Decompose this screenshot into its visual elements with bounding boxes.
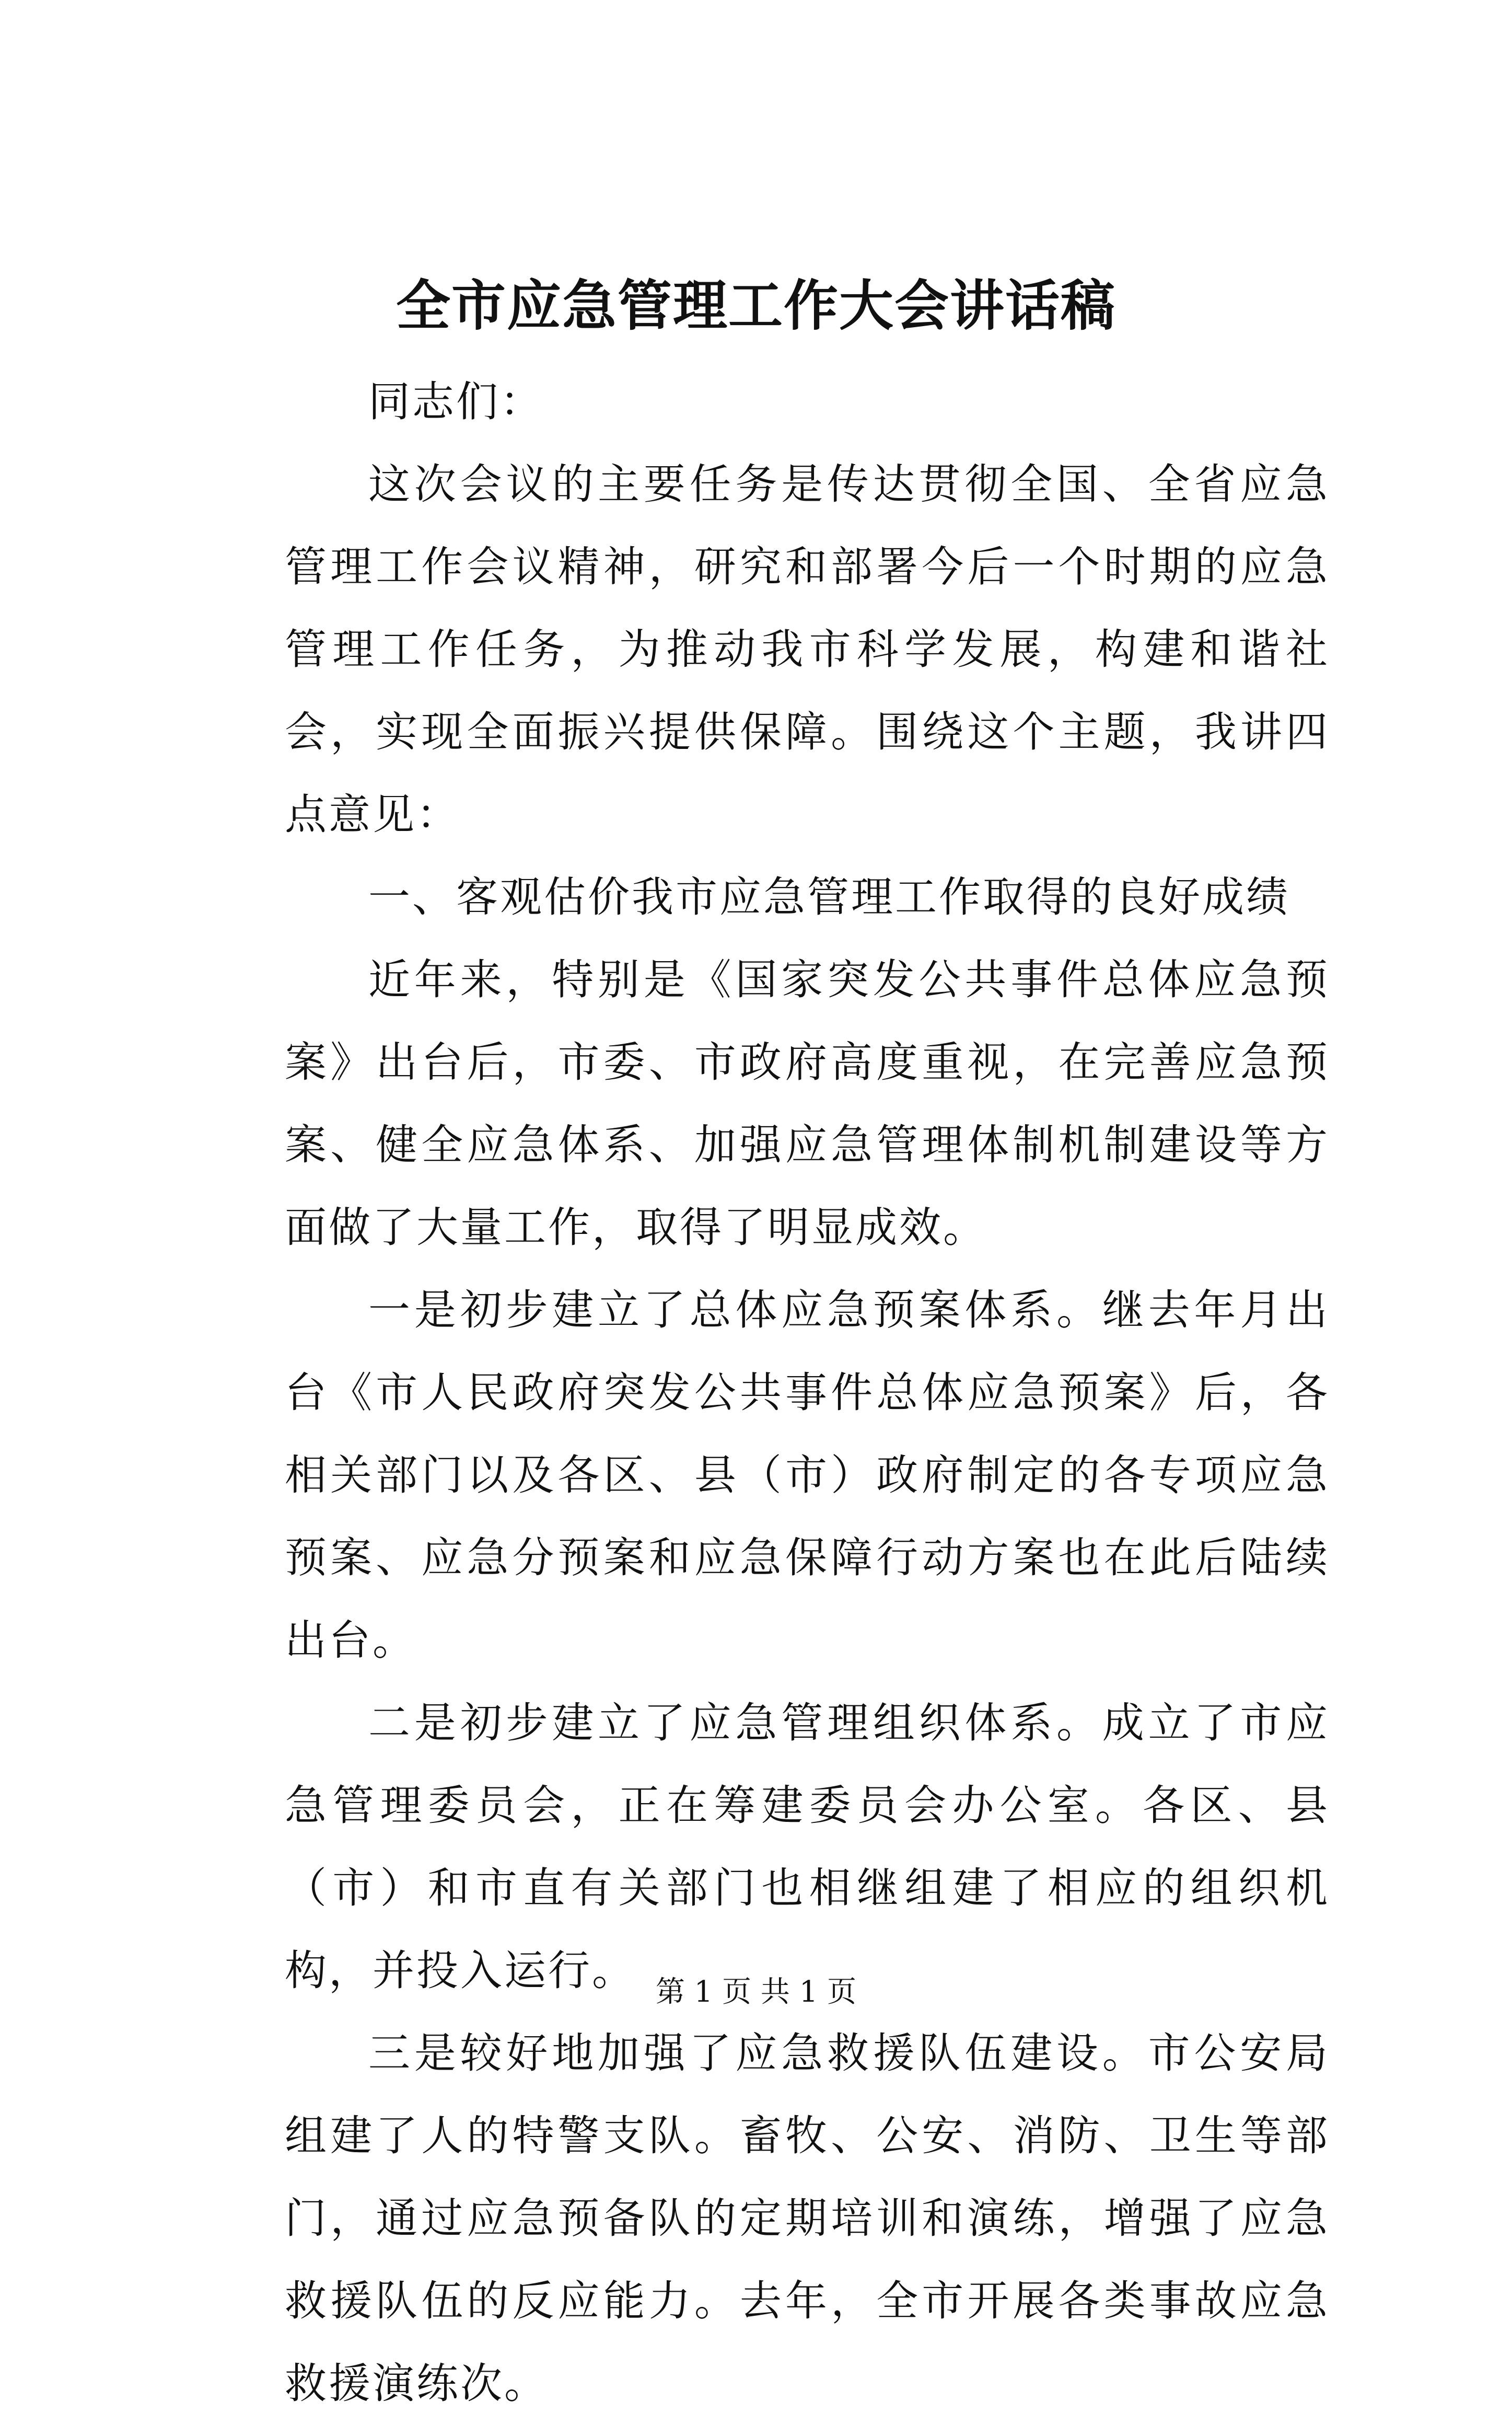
document-body xyxy=(285,361,1330,2425)
page-footer: 第 1 页 共 1 页 xyxy=(655,1975,857,2009)
document-title: 全市应急管理工作大会讲话稿 xyxy=(396,273,1116,338)
paragraph-point-2: 二是初步建立了应急管理组织体系。成立了市应急管理委员会，正在筹建委员会办公室。各区、县（市）和市直有关部门也相继组建了相应的组织机构，并投入运行。 xyxy=(285,1699,1330,1995)
paragraph-achievements: 近年来，特别是《国家突发公共事件总体应急预案》出台后，市委、市政府高度重视，在完善应急预案、健全应急体系、加强应急管理体制机制建设等方面做了大量工作，取得了明显成效。 xyxy=(285,955,1330,1252)
paragraph-intro: 这次会议的主要任务是传达贯彻全国、全省应急管理工作会议精神，研究和部署今后一个时期的应急管理工作任务，为推动我市科学发展，构建和谐社会，实现全面振兴提供保障。围绕这个主题，我讲四点意见： xyxy=(285,460,1330,839)
paragraph-point-1: 一是初步建立了总体应急预案体系。继去年月出台《市人民政府突发公共事件总体应急预案》后，各相关部门以及各区、县（市）政府制定的各专项应急预案、应急分预案和应急保障行动方案也在此后陆续出台。 xyxy=(285,1286,1330,1665)
paragraph-point-3: 三是较好地加强了应急救援队伍建设。市公安局组建了人的特警支队。畜牧、公安、消防、卫生等部门，通过应急预备队的定期培训和演练，增强了应急救援队伍的反应能力。去年，全市开展各类事故应急救援演练次。 xyxy=(285,2029,1330,2408)
paragraph-greeting: 同志们： xyxy=(368,377,544,426)
section-heading-1: 一、客观估价我市应急管理工作取得的良好成绩 xyxy=(368,873,1290,921)
